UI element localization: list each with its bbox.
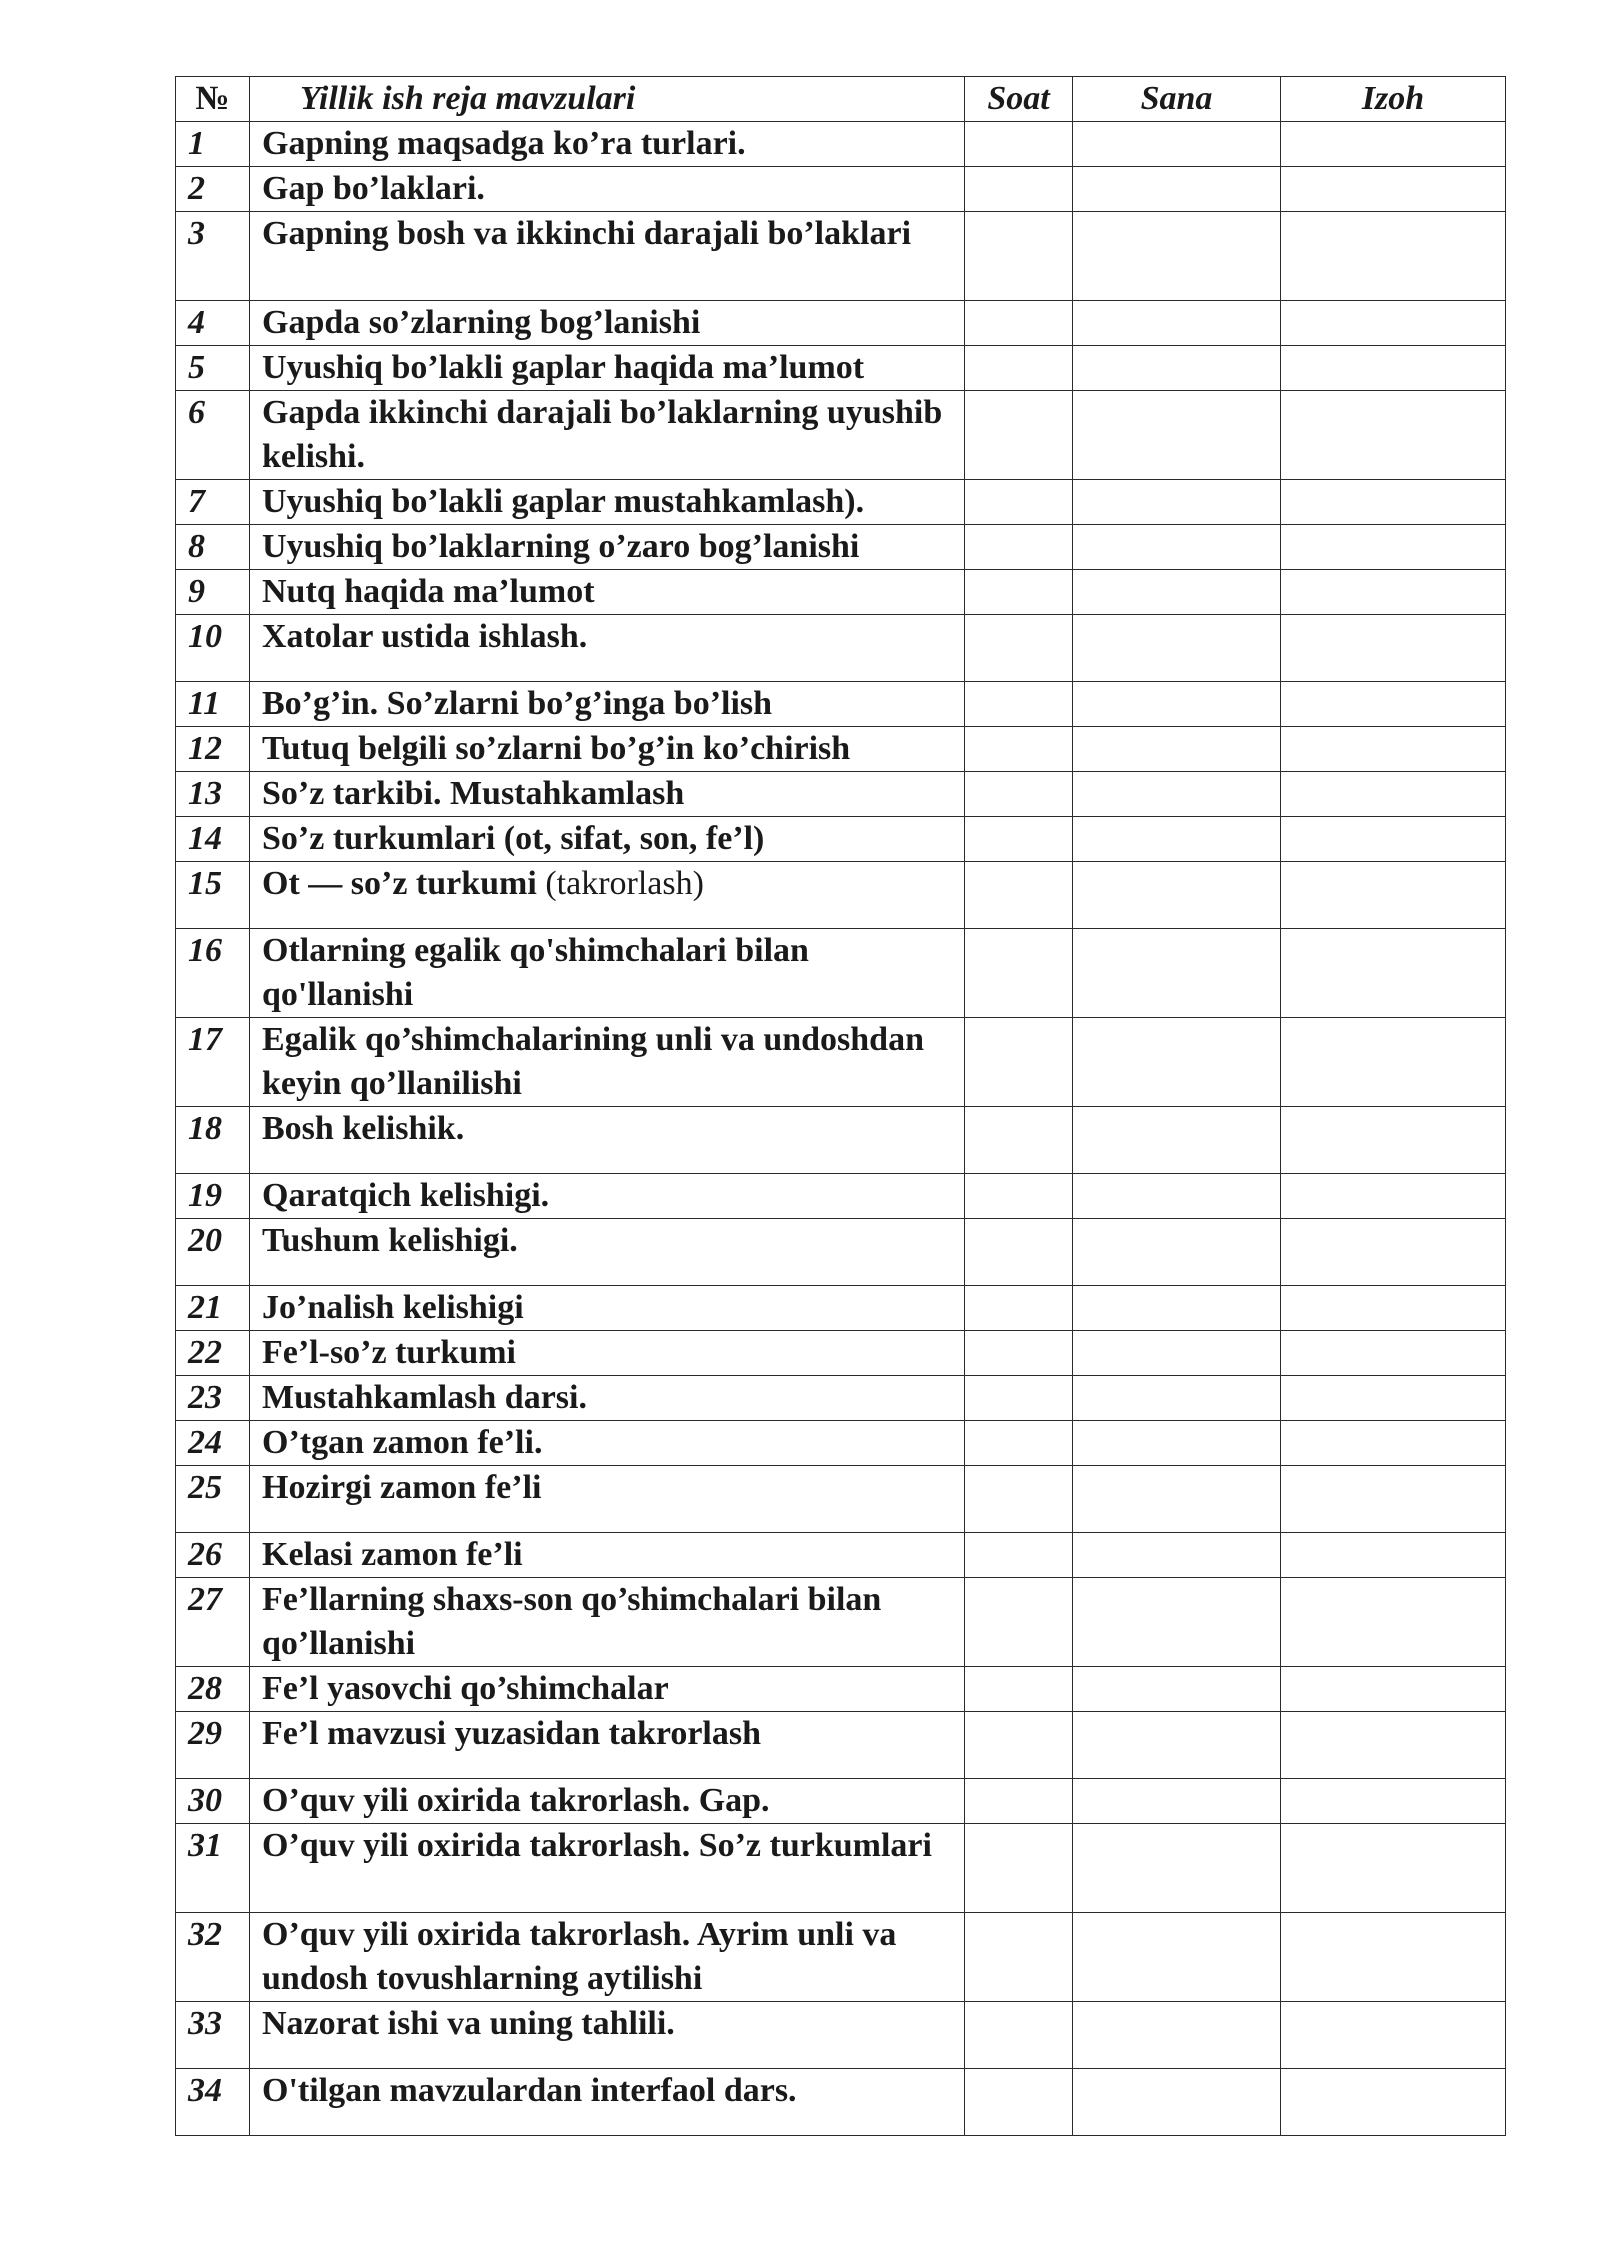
row-topic <box>250 301 965 346</box>
row-topic <box>250 570 965 615</box>
row-hours-cell <box>965 1421 1073 1466</box>
row-date-cell <box>1073 1913 1281 2002</box>
row-topic <box>250 212 965 301</box>
row-number: 31 <box>176 1824 250 1913</box>
row-topic-note: (takrorlash) <box>536 865 704 902</box>
row-hours-cell <box>965 1578 1073 1667</box>
row-topic-text: O’quv yili oxirida takrorlash. So’z turkumlari <box>262 1827 932 1864</box>
row-topic-text: Gap bo’laklari. <box>262 170 485 207</box>
row-hours-cell <box>965 570 1073 615</box>
row-date-cell <box>1073 1466 1281 1533</box>
row-number: 18 <box>176 1107 250 1174</box>
row-hours-cell <box>965 1219 1073 1286</box>
row-hours-cell <box>965 525 1073 570</box>
row-note-cell <box>1281 929 1506 1018</box>
row-note-cell <box>1281 615 1506 682</box>
row-note-cell <box>1281 1578 1506 1667</box>
row-topic-text: Gapda ikkinchi darajali bo’laklarning uyushib kelishi. <box>262 394 943 475</box>
row-hours-cell <box>965 2069 1073 2136</box>
row-number: 34 <box>176 2069 250 2136</box>
table-row <box>176 772 1506 817</box>
row-topic <box>250 929 965 1018</box>
row-date-cell <box>1073 391 1281 480</box>
row-topic <box>250 1667 965 1712</box>
row-topic <box>250 1219 965 1286</box>
row-number: 23 <box>176 1376 250 1421</box>
row-hours-cell <box>965 391 1073 480</box>
row-note-cell <box>1281 1667 1506 1712</box>
row-hours-cell <box>965 1466 1073 1533</box>
header-hours: Soat <box>965 77 1073 122</box>
row-topic-text: Nazorat ishi va uning tahlili. <box>262 2005 675 2042</box>
row-number: 7 <box>176 480 250 525</box>
row-date-cell <box>1073 212 1281 301</box>
table-row <box>176 862 1506 929</box>
row-note-cell <box>1281 301 1506 346</box>
row-topic <box>250 1824 965 1913</box>
table-row <box>176 167 1506 212</box>
table-row <box>176 1219 1506 1286</box>
row-date-cell <box>1073 817 1281 862</box>
row-topic-text: O’quv yili oxirida takrorlash. Gap. <box>262 1782 770 1819</box>
row-topic-text: O’tgan zamon fe’li. <box>262 1424 543 1461</box>
row-number: 9 <box>176 570 250 615</box>
table-row <box>176 1578 1506 1667</box>
row-topic-text: Fe’l yasovchi qo’shimchalar <box>262 1670 669 1707</box>
row-note-cell <box>1281 1018 1506 1107</box>
row-topic-text: Bo’g’in. So’zlarni bo’g’inga bo’lish <box>262 685 773 722</box>
row-topic-text: Gapning maqsadga ko’ra turlari. <box>262 125 746 162</box>
row-date-cell <box>1073 167 1281 212</box>
row-number: 20 <box>176 1219 250 1286</box>
row-topic-text: Jo’nalish kelishigi <box>262 1289 524 1326</box>
row-number: 11 <box>176 682 250 727</box>
table-row <box>176 1824 1506 1913</box>
table-header-row <box>176 77 1506 122</box>
row-note-cell <box>1281 122 1506 167</box>
header-date: Sana <box>1073 77 1281 122</box>
row-date-cell <box>1073 682 1281 727</box>
row-number: 24 <box>176 1421 250 1466</box>
row-topic <box>250 122 965 167</box>
row-note-cell <box>1281 862 1506 929</box>
row-number: 29 <box>176 1712 250 1779</box>
row-note-cell <box>1281 1824 1506 1913</box>
row-number: 32 <box>176 1913 250 2002</box>
row-note-cell <box>1281 727 1506 772</box>
row-topic <box>250 772 965 817</box>
row-date-cell <box>1073 1219 1281 1286</box>
table-row <box>176 817 1506 862</box>
table-row <box>176 1712 1506 1779</box>
table-row <box>176 2002 1506 2069</box>
row-date-cell <box>1073 122 1281 167</box>
row-topic <box>250 615 965 682</box>
row-hours-cell <box>965 862 1073 929</box>
row-number: 2 <box>176 167 250 212</box>
row-number: 25 <box>176 1466 250 1533</box>
row-hours-cell <box>965 1533 1073 1578</box>
row-topic-text: Qaratqich kelishigi. <box>262 1177 550 1214</box>
row-topic-text: Xatolar ustida ishlash. <box>262 618 588 655</box>
row-note-cell <box>1281 1712 1506 1779</box>
row-topic <box>250 1578 965 1667</box>
row-topic <box>250 167 965 212</box>
row-topic-text: Nutq haqida ma’lumot <box>262 573 595 610</box>
row-topic <box>250 862 965 929</box>
row-date-cell <box>1073 1779 1281 1824</box>
row-hours-cell <box>965 1174 1073 1219</box>
row-date-cell <box>1073 1018 1281 1107</box>
row-topic <box>250 1779 965 1824</box>
table-row <box>176 1107 1506 1174</box>
row-hours-cell <box>965 1824 1073 1913</box>
table-body <box>176 122 1506 2136</box>
row-hours-cell <box>965 1712 1073 1779</box>
row-note-cell <box>1281 682 1506 727</box>
row-note-cell <box>1281 1421 1506 1466</box>
row-note-cell <box>1281 480 1506 525</box>
row-note-cell <box>1281 1174 1506 1219</box>
row-topic <box>250 1712 965 1779</box>
row-topic <box>250 1107 965 1174</box>
row-topic <box>250 1533 965 1578</box>
row-note-cell <box>1281 1533 1506 1578</box>
row-date-cell <box>1073 1421 1281 1466</box>
table-row <box>176 122 1506 167</box>
row-note-cell <box>1281 391 1506 480</box>
row-date-cell <box>1073 1331 1281 1376</box>
table-row <box>176 301 1506 346</box>
row-note-cell <box>1281 1779 1506 1824</box>
row-hours-cell <box>965 929 1073 1018</box>
row-topic-text: O'tilgan mavzulardan interfaol dars. <box>262 2072 797 2109</box>
table-row <box>176 1533 1506 1578</box>
row-date-cell <box>1073 615 1281 682</box>
row-date-cell <box>1073 480 1281 525</box>
row-date-cell <box>1073 1174 1281 1219</box>
row-note-cell <box>1281 1331 1506 1376</box>
table-row <box>176 391 1506 480</box>
row-topic <box>250 682 965 727</box>
row-date-cell <box>1073 1667 1281 1712</box>
row-hours-cell <box>965 615 1073 682</box>
row-number: 3 <box>176 212 250 301</box>
row-number: 6 <box>176 391 250 480</box>
row-topic <box>250 2069 965 2136</box>
row-topic <box>250 817 965 862</box>
row-date-cell <box>1073 929 1281 1018</box>
row-topic-text: Hozirgi zamon fe’li <box>262 1469 542 1506</box>
row-date-cell <box>1073 1824 1281 1913</box>
row-hours-cell <box>965 2002 1073 2069</box>
table-row <box>176 1376 1506 1421</box>
row-topic-text: Mustahkamlash darsi. <box>262 1379 587 1416</box>
row-hours-cell <box>965 1913 1073 2002</box>
row-date-cell <box>1073 2002 1281 2069</box>
row-topic-text: O’quv yili oxirida takrorlash. Ayrim unli va undosh tovushlarning aytilishi <box>262 1916 897 1997</box>
row-date-cell <box>1073 570 1281 615</box>
row-date-cell <box>1073 1533 1281 1578</box>
table-row <box>176 1286 1506 1331</box>
row-hours-cell <box>965 1018 1073 1107</box>
row-topic <box>250 346 965 391</box>
row-topic <box>250 1286 965 1331</box>
table-row <box>176 570 1506 615</box>
row-date-cell <box>1073 727 1281 772</box>
table-row <box>176 480 1506 525</box>
row-hours-cell <box>965 1331 1073 1376</box>
row-date-cell <box>1073 862 1281 929</box>
row-number: 1 <box>176 122 250 167</box>
row-number: 12 <box>176 727 250 772</box>
row-date-cell <box>1073 772 1281 817</box>
row-hours-cell <box>965 1107 1073 1174</box>
row-number: 8 <box>176 525 250 570</box>
table-row <box>176 2069 1506 2136</box>
row-note-cell <box>1281 772 1506 817</box>
row-number: 27 <box>176 1578 250 1667</box>
row-hours-cell <box>965 212 1073 301</box>
table-row <box>176 929 1506 1018</box>
row-number: 13 <box>176 772 250 817</box>
table-row <box>176 1466 1506 1533</box>
row-note-cell <box>1281 346 1506 391</box>
row-topic <box>250 1421 965 1466</box>
row-topic-text: Uyushiq bo’lakli gaplar haqida ma’lumot <box>262 349 865 386</box>
row-number: 28 <box>176 1667 250 1712</box>
table-row <box>176 212 1506 301</box>
row-number: 19 <box>176 1174 250 1219</box>
row-topic <box>250 391 965 480</box>
row-topic <box>250 1466 965 1533</box>
row-date-cell <box>1073 346 1281 391</box>
header-note: Izoh <box>1281 77 1506 122</box>
row-hours-cell <box>965 727 1073 772</box>
row-hours-cell <box>965 1286 1073 1331</box>
row-date-cell <box>1073 1712 1281 1779</box>
table-row <box>176 615 1506 682</box>
row-hours-cell <box>965 1779 1073 1824</box>
row-number: 10 <box>176 615 250 682</box>
row-topic-text: Gapda so’zlarning bog’lanishi <box>262 304 701 341</box>
row-number: 21 <box>176 1286 250 1331</box>
row-note-cell <box>1281 2069 1506 2136</box>
row-number: 22 <box>176 1331 250 1376</box>
row-number: 16 <box>176 929 250 1018</box>
row-topic-text: So’z tarkibi. Mustahkamlash <box>262 775 685 812</box>
row-note-cell <box>1281 570 1506 615</box>
header-number: № <box>176 77 250 122</box>
row-topic-text: So’z turkumlari (ot, sifat, son, fe’l) <box>262 820 765 857</box>
table-row <box>176 727 1506 772</box>
table-row <box>176 346 1506 391</box>
row-number: 26 <box>176 1533 250 1578</box>
row-topic <box>250 1376 965 1421</box>
row-note-cell <box>1281 1107 1506 1174</box>
row-date-cell <box>1073 1578 1281 1667</box>
row-note-cell <box>1281 1219 1506 1286</box>
row-topic-text: Uyushiq bo’laklarning o’zaro bog’lanishi <box>262 528 860 565</box>
row-topic-text: Tushum kelishigi. <box>262 1222 518 1259</box>
row-date-cell <box>1073 1376 1281 1421</box>
row-note-cell <box>1281 817 1506 862</box>
row-note-cell <box>1281 1913 1506 2002</box>
row-hours-cell <box>965 301 1073 346</box>
row-topic <box>250 727 965 772</box>
row-topic <box>250 480 965 525</box>
row-date-cell <box>1073 525 1281 570</box>
table-row <box>176 1331 1506 1376</box>
row-note-cell <box>1281 1466 1506 1533</box>
row-note-cell <box>1281 2002 1506 2069</box>
row-number: 14 <box>176 817 250 862</box>
row-hours-cell <box>965 772 1073 817</box>
row-note-cell <box>1281 1286 1506 1331</box>
row-date-cell <box>1073 1107 1281 1174</box>
row-topic-text: Fe’llarning shaxs-son qo’shimchalari bilan qo’llanishi <box>262 1581 882 1662</box>
annual-plan-table <box>175 76 1506 2136</box>
row-note-cell <box>1281 525 1506 570</box>
row-number: 5 <box>176 346 250 391</box>
table-row <box>176 1913 1506 2002</box>
row-topic-text: Fe’l mavzusi yuzasidan takrorlash <box>262 1715 762 1752</box>
row-number: 15 <box>176 862 250 929</box>
row-topic <box>250 2002 965 2069</box>
row-topic-text: Otlarning egalik qo'shimchalari bilan qo'llanishi <box>262 932 809 1013</box>
header-topic: Yillik ish reja mavzulari <box>250 77 965 122</box>
row-note-cell <box>1281 1376 1506 1421</box>
table-row <box>176 1667 1506 1712</box>
row-topic-text: Fe’l-so’z turkumi <box>262 1334 517 1371</box>
row-number: 4 <box>176 301 250 346</box>
row-topic-text: Tutuq belgili so’zlarni bo’g’in ko’chirish <box>262 730 851 767</box>
row-hours-cell <box>965 1376 1073 1421</box>
row-number: 33 <box>176 2002 250 2069</box>
table-row <box>176 525 1506 570</box>
row-topic-text: Bosh kelishik. <box>262 1110 465 1147</box>
row-hours-cell <box>965 480 1073 525</box>
table-row <box>176 1174 1506 1219</box>
row-topic-text: Egalik qo’shimchalarining unli va undoshdan keyin qo’llanilishi <box>262 1021 925 1102</box>
row-hours-cell <box>965 122 1073 167</box>
row-hours-cell <box>965 682 1073 727</box>
row-hours-cell <box>965 167 1073 212</box>
row-date-cell <box>1073 1286 1281 1331</box>
row-note-cell <box>1281 212 1506 301</box>
row-number: 30 <box>176 1779 250 1824</box>
row-hours-cell <box>965 346 1073 391</box>
row-topic <box>250 1913 965 2002</box>
table-row <box>176 1421 1506 1466</box>
row-date-cell <box>1073 301 1281 346</box>
row-hours-cell <box>965 817 1073 862</box>
row-topic <box>250 525 965 570</box>
row-topic-text: Uyushiq bo’lakli gaplar mustahkamlash). <box>262 483 865 520</box>
table-row <box>176 682 1506 727</box>
row-date-cell <box>1073 2069 1281 2136</box>
row-topic-text: Ot — so’z turkumi <box>262 865 537 902</box>
row-hours-cell <box>965 1667 1073 1712</box>
row-topic-text: Gapning bosh va ikkinchi darajali bo’laklari <box>262 215 912 252</box>
table-row <box>176 1779 1506 1824</box>
row-note-cell <box>1281 167 1506 212</box>
row-topic <box>250 1018 965 1107</box>
row-number: 17 <box>176 1018 250 1107</box>
table-row <box>176 1018 1506 1107</box>
row-topic-text: Kelasi zamon fe’li <box>262 1536 523 1573</box>
row-topic <box>250 1331 965 1376</box>
row-topic <box>250 1174 965 1219</box>
